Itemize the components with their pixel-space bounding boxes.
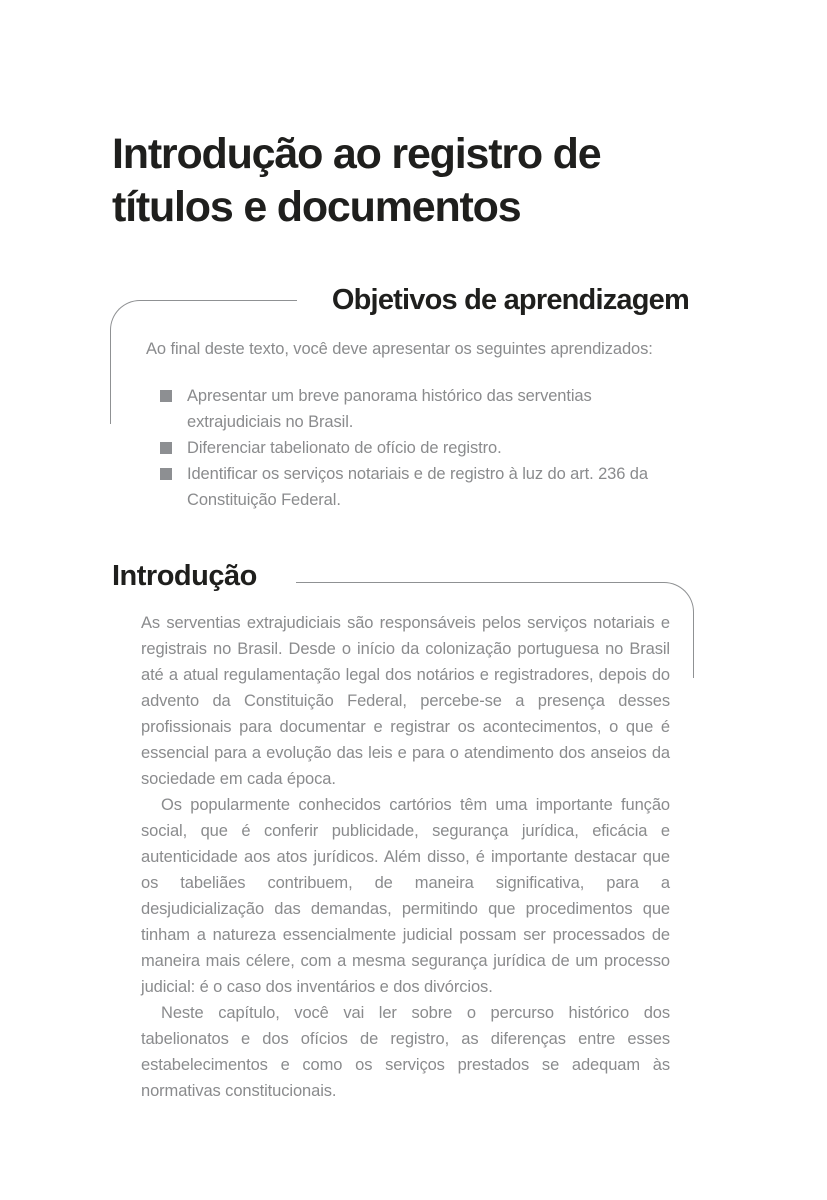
objective-item (160, 435, 672, 461)
chapter-title-line: Introdução ao registro de (112, 130, 601, 178)
introduction-paragraphs (141, 610, 670, 1104)
introduction-heading: Introdução (112, 560, 257, 592)
objective-item-text: Apresentar um breve panorama histórico das serventias extrajudiciais no Brasil. (187, 387, 592, 431)
objective-item-text: Diferenciar tabelionato de ofício de registro. (187, 439, 502, 457)
objectives-heading: Objetivos de aprendizagem (331, 284, 689, 316)
square-bullet-icon (160, 390, 172, 402)
chapter-title (112, 128, 600, 234)
body-paragraph: As serventias extrajudiciais são responsáveis pelos serviços notariais e registrais no Brasil. Desde o início da colonização portuguesa no Brasil até a atual regulamentação legal dos notários e registradores, depois do advento da Constituição Federal, percebe-se a presença desses profissionais para documentar e registrar os acontecimentos, o que é essencial para a evolução das leis e para o atendimento dos anseios da sociedade em cada época. (141, 614, 670, 788)
body-paragraph: Os popularmente conhecidos cartórios têm uma importante função social, que é conferir publicidade, segurança jurídica, eficácia e autenticidade aos atos jurídicos. Além disso, é importante destacar que os tabeliães contribuem, de maneira significativa, para a desjudicialização das demandas, permitindo que procedimentos que tinham a natureza essencialmente judicial possam ser processados de maneira mais célere, com a mesma segurança jurídica de um processo judicial: é o caso dos inventários e dos divórcios. (141, 796, 670, 996)
objectives-lead-in: Ao final deste texto, você deve apresentar os seguintes aprendizados: (146, 340, 653, 358)
body-paragraph: Neste capítulo, você vai ler sobre o percurso histórico dos tabelionatos e dos ofícios de registro, as diferenças entre esses estabelecimentos e como os serviços prestados se adequam às normativas constitucionais. (141, 1004, 670, 1100)
square-bullet-icon (160, 468, 172, 480)
objective-item (160, 383, 672, 435)
square-bullet-icon (160, 442, 172, 454)
chapter-title-line: títulos e documentos (112, 183, 521, 231)
objective-item-text: Identificar os serviços notariais e de registro à luz do art. 236 da Constituição Federal. (187, 465, 648, 509)
objectives-list (160, 383, 672, 513)
objective-item (160, 461, 672, 513)
